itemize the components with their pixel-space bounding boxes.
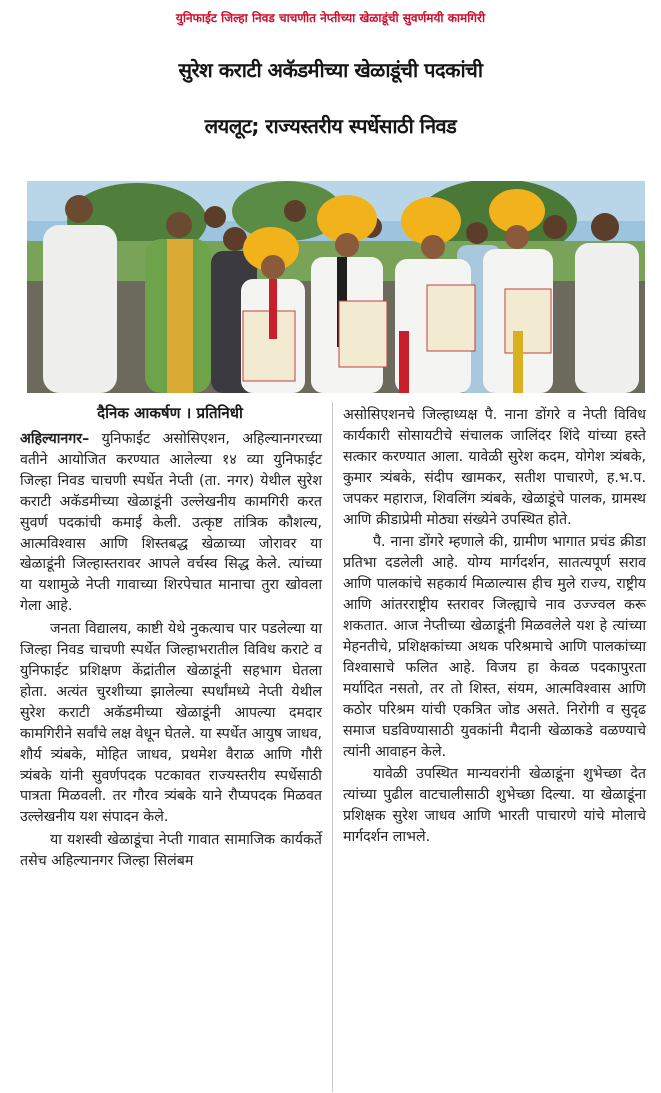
article-paragraph: पै. नाना डोंगरे म्हणाले की, ग्रामीण भागात प्रचंड क्रीडा प्रतिभा दडलेली आहे. योग्य मार्गदर्शन, सातत्यपूर्ण सराव आणि पालकांचे सहकार्य मिळाल्यास हीच मुले राज्य, राष्ट्रीय आणि आंतरराष्ट्रीय स्तरावर जिल्ह्याचे नाव उज्ज्वल करू शकतात. आज नेप्तीच्या खेळाडूंनी मिळवलेले यश हे त्यांच्या मेहनतीचे, प्रशिक्षकांच्या अथक परिश्रमाचे आणि पालकांच्या विश्वासाचे फलित आहे. विजय हा केवळ पदकापुरता मर्यादित नसतो, तर तो शिस्त, संयम, आत्मविश्वास आणि कठोर परिश्रम यांची एकत्रित जोड असते. निरोगी व सुदृढ समाज घडविण्यासाठी युवकांनी मैदानी खेळाकडे वळण्याचे त्यांनी आवाहन केले. [343, 534, 646, 760]
article-column-right [343, 405, 646, 848]
article-dateline: अहिल्यानगर– [20, 431, 90, 447]
article-paragraph: असोसिएशनचे जिल्हाध्यक्ष पै. नाना डोंगरे व नेप्ती विविध कार्यकारी सोसायटीचे संचालक जालिंदर शिंदे यांच्या हस्ते सत्कार करण्यात आला. यावेळी सुरेश कदम, योगेश त्र्यंबके, कुमार त्र्यंबके, संदीप खामकर, सतीश पाचारणे, ह.भ.प. जपकर महाराज, शिवलिंग त्र्यंबके, खेळाडूंचे पालक, ग्रामस्थ आणि क्रीडाप्रेमी मोठ्या संख्येने उपस्थित होते. [343, 407, 646, 528]
headline-line-2: लयलूट; राज्यस्तरीय स्पर्धेसाठी निवड [204, 114, 457, 138]
article-paragraph: यावेळी उपस्थित मान्यवरांनी खेळाडूंना शुभेच्छा देत त्यांच्या पुढील वाटचालीसाठी शुभेच्छा दिल्या. या खेळाडूंना प्रशिक्षक सुरेश जाधव आणि भारती पाचारणे यांचे मोलाचे मार्गदर्शन लाभले. [343, 766, 646, 846]
article-byline: दैनिक आकर्षण । प्रतिनिधी [97, 404, 243, 422]
article-photo [27, 181, 645, 393]
article-kicker: युनिफाईट जिल्हा निवड चाचणीत नेप्तीच्या खेळाडूंची सुवर्णमयी कामगिरी [175, 11, 486, 25]
article-column-left [20, 429, 322, 872]
article-paragraph: जनता विद्यालय, काष्टी येथे नुकत्याच पार पडलेल्या या जिल्हा निवड चाचणी स्पर्धेत जिल्हाभरातील विविध कराटे व युनिफाईट प्रशिक्षण केंद्रांतील खेळाडूंनी सहभाग घेतला होता. अत्यंत चुरशीच्या झालेल्या स्पर्धांमध्ये नेप्ती येथील सुरेश कराटी अकॅडमीच्या खेळाडूंनी आपल्या दमदार कामगिरीने सर्वांचे लक्ष वेधून घेतले. या स्पर्धेत आयुष जाधव, शौर्य त्र्यंबके, मोहित जाधव, प्रथमेश वैराळ आणि गौरी त्र्यंबके यांनी सुवर्णपदक पटकावत राज्यस्तरीय स्पर्धेसाठी पात्रता मिळवली. तर गौरव त्र्यंबके याने रौप्यपदक मिळवत उल्लेखनीय यश संपादन केले. [20, 621, 322, 826]
article-headline [0, 42, 661, 154]
headline-line-1: सुरेश कराटी अकॅडमीच्या खेळाडूंची पदकांची [178, 58, 483, 82]
column-divider [332, 402, 333, 1092]
article-paragraph: या यशस्वी खेळाडूंचा नेप्ती गावात सामाजिक कार्यकर्ते तसेच अहिल्यानगर जिल्हा सिलंबम [20, 832, 322, 870]
group-photo-felicitation-icon [27, 181, 645, 393]
article-paragraph: अहिल्यानगर– युनिफाईट असोसिएशन, अहिल्यानगरच्या वतीने आयोजित करण्यात आलेल्या १४ व्या युनिफाईट जिल्हा निवड चाचणी स्पर्धेत नेप्ती (ता. नगर) येथील सुरेश कराटी अकॅडमीच्या खेळाडूंनी उल्लेखनीय कामगिरी करत सुवर्ण पदकांची कमाई केली. उत्कृष्ट तांत्रिक कौशल्य, आत्मविश्वास आणि शिस्तबद्ध खेळाच्या जोरावर या खेळाडूंनी जिल्हास्तरावर आपले वर्चस्व सिद्ध केले. त्यांच्या या यशामुळे नेप्ती गावाच्या शिरपेचात मानाचा तुरा खोवला गेला आहे. [20, 431, 322, 615]
